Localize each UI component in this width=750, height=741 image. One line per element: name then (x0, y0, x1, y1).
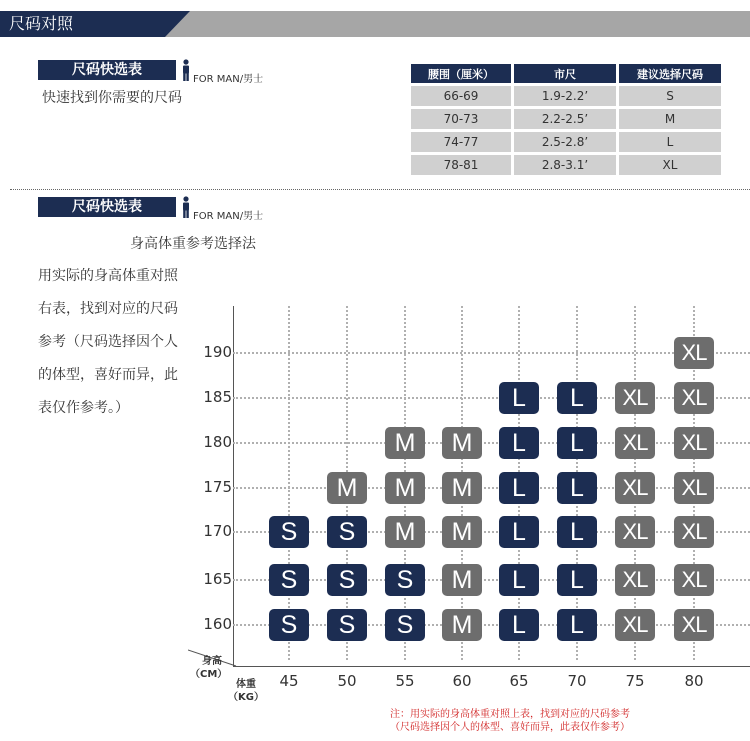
waist-cell: 66-69 (411, 86, 511, 106)
x-axis (233, 666, 750, 667)
for-man-label: FOR MAN/男士 (193, 74, 264, 85)
y-tick-label: 190 (203, 343, 232, 361)
size-badge: S (385, 609, 425, 641)
x-tick-label: 55 (395, 672, 415, 690)
y-tick-label: 180 (203, 433, 232, 451)
grid-line-horizontal (233, 487, 750, 489)
size-badge: S (269, 564, 309, 596)
waist-cell: 74-77 (411, 132, 511, 152)
y-axis-unit: （CM） (190, 669, 228, 680)
waist-cell: 78-81 (411, 155, 511, 175)
x-axis-title: 体重 (236, 679, 256, 690)
chi-cell: 2.8-3.1’ (514, 155, 616, 175)
size-badge: M (442, 609, 482, 641)
y-tick-label: 160 (203, 615, 232, 633)
size-badge: XL (674, 564, 714, 596)
x-axis-unit: （KG） (228, 692, 264, 703)
size-badge: S (327, 609, 367, 641)
size-badge: L (557, 564, 597, 596)
y-tick-label: 165 (203, 570, 232, 588)
table-header: 市尺 (514, 64, 616, 83)
table-row (411, 86, 721, 106)
size-badge: M (442, 427, 482, 459)
banner-title: 尺码对照 (9, 14, 74, 33)
size-badge: XL (674, 382, 714, 414)
section-label-quick-size: 尺码快选表 (38, 60, 176, 80)
size-badge: XL (615, 472, 655, 504)
size-table (408, 61, 724, 178)
size-badge: L (499, 472, 539, 504)
x-tick-label: 50 (337, 672, 357, 690)
size-badge: XL (674, 427, 714, 459)
table-row (411, 155, 721, 175)
size-badge: L (499, 516, 539, 548)
description-line: 的体型，喜好而异，此 (38, 367, 178, 383)
description-line: 右表，找到对应的尺码 (38, 301, 178, 317)
description-line: 表仅作参考。） (38, 400, 129, 416)
x-tick-label: 70 (567, 672, 587, 690)
size-badge: M (442, 564, 482, 596)
size-cell: M (619, 109, 721, 129)
size-badge: XL (674, 609, 714, 641)
size-badge: XL (674, 516, 714, 548)
grid-line-horizontal (233, 442, 750, 444)
size-badge: M (442, 516, 482, 548)
size-badge: S (269, 516, 309, 548)
grid-line-horizontal (233, 624, 750, 626)
size-badge: XL (674, 337, 714, 369)
y-tick-label: 185 (203, 388, 232, 406)
y-tick-label: 175 (203, 478, 232, 496)
table-header-row (411, 64, 721, 83)
size-badge: M (442, 472, 482, 504)
for-man-label: FOR MAN/男士 (193, 211, 264, 222)
size-badge: S (269, 609, 309, 641)
size-badge: L (499, 382, 539, 414)
chart-subtitle: 身高体重参考选择法 (130, 236, 256, 252)
y-axis-title: 身高 (202, 656, 222, 667)
size-badge: L (557, 609, 597, 641)
size-badge: S (327, 516, 367, 548)
grid-line-horizontal (233, 579, 750, 581)
y-axis (233, 306, 234, 666)
description-line: 用实际的身高体重对照 (38, 268, 178, 284)
chart-note-line2: （尺码选择因个人的体型、喜好而异，此表仅作参考） (390, 722, 630, 733)
x-tick-label: 60 (452, 672, 472, 690)
size-badge: XL (615, 564, 655, 596)
size-badge: L (499, 564, 539, 596)
size-cell: XL (619, 155, 721, 175)
size-cell: S (619, 86, 721, 106)
size-badge: M (385, 472, 425, 504)
size-badge: XL (674, 472, 714, 504)
table-header: 腰围（厘米） (411, 64, 511, 83)
size-badge: L (499, 609, 539, 641)
table-row (411, 109, 721, 129)
table-row (411, 132, 721, 152)
table-header: 建议选择尺码 (619, 64, 721, 83)
grid-line-vertical (288, 306, 290, 660)
size-badge: S (385, 564, 425, 596)
x-tick-label: 45 (279, 672, 299, 690)
size-badge: XL (615, 382, 655, 414)
size-badge: L (557, 427, 597, 459)
size-badge: S (327, 564, 367, 596)
section-divider (10, 189, 750, 190)
chi-cell: 2.5-2.8’ (514, 132, 616, 152)
size-badge: L (557, 516, 597, 548)
grid-line-horizontal (233, 531, 750, 533)
grid-line-horizontal (233, 352, 750, 354)
description-line: 参考（尺码选择因个人 (38, 334, 178, 350)
chi-cell: 2.2-2.5’ (514, 109, 616, 129)
section-label-height-weight: 尺码快选表 (38, 197, 176, 217)
chart-note-line1: 注：用实际的身高体重对照上表，找到对应的尺码参考 (390, 709, 630, 720)
man-icon (180, 59, 192, 81)
x-tick-label: 80 (684, 672, 704, 690)
size-cell: L (619, 132, 721, 152)
x-tick-label: 65 (509, 672, 529, 690)
size-badge: XL (615, 427, 655, 459)
size-badge: M (385, 427, 425, 459)
size-badge: L (499, 427, 539, 459)
x-tick-label: 75 (625, 672, 645, 690)
chi-cell: 1.9-2.2’ (514, 86, 616, 106)
grid-line-horizontal (233, 397, 750, 399)
tagline: 快速找到你需要的尺码 (42, 90, 182, 106)
size-badge: XL (615, 516, 655, 548)
size-badge: XL (615, 609, 655, 641)
size-badge: M (385, 516, 425, 548)
y-tick-label: 170 (203, 522, 232, 540)
size-badge: L (557, 382, 597, 414)
size-badge: L (557, 472, 597, 504)
waist-cell: 70-73 (411, 109, 511, 129)
size-badge: M (327, 472, 367, 504)
man-icon (180, 196, 192, 218)
